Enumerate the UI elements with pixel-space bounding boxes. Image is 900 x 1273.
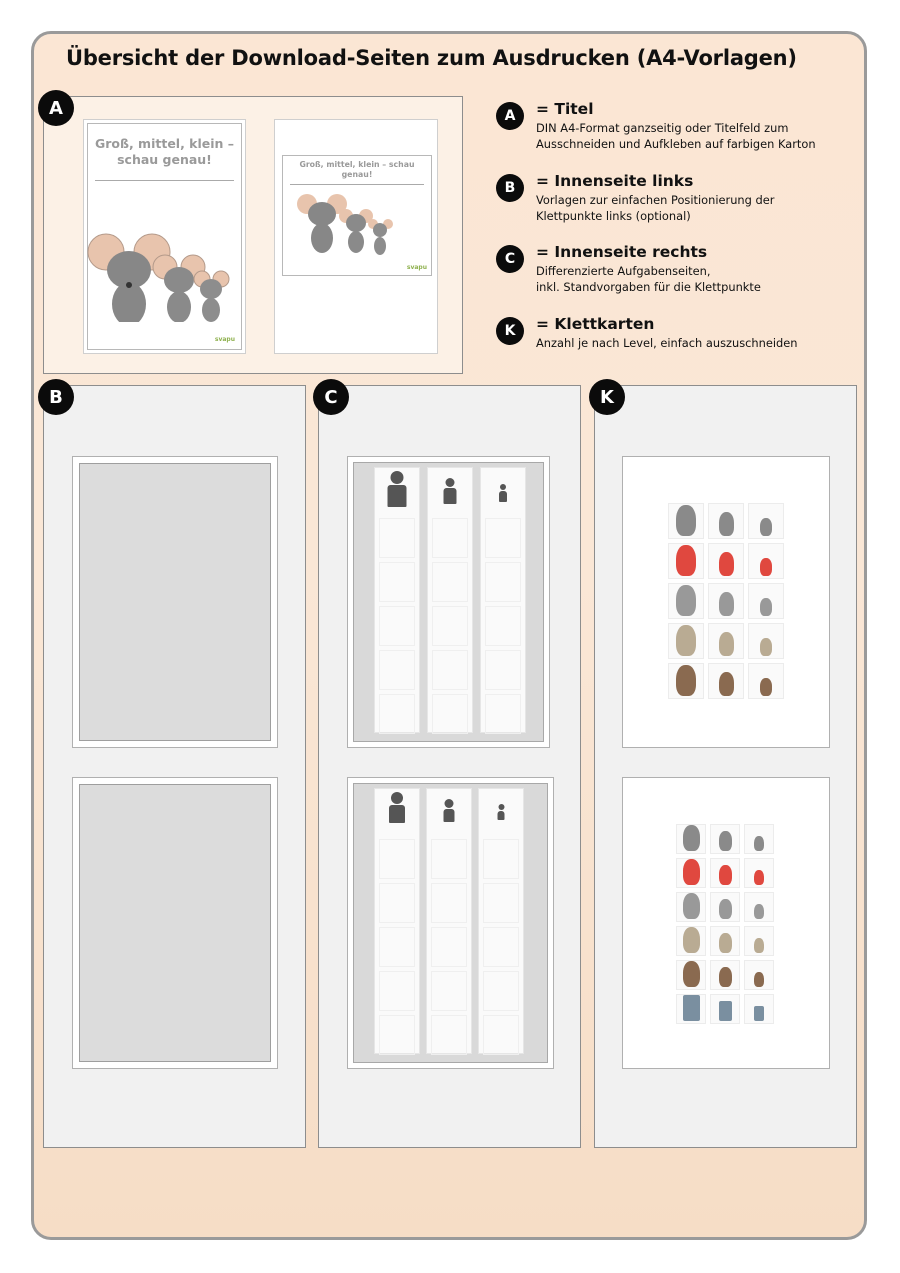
robot-card <box>676 994 706 1024</box>
section-b-panel <box>43 385 306 1148</box>
bear-figure <box>754 972 764 987</box>
three-mice-illustration <box>86 212 244 322</box>
person-large-icon <box>389 792 405 823</box>
placeholder-area <box>79 463 271 741</box>
legend-desc: Differenzierte Aufgabenseiten, inkl. Standvorgaben für die Klettpunkte <box>536 264 761 294</box>
bear-figure <box>760 678 772 696</box>
girl-card <box>676 892 706 922</box>
mouse-card <box>708 503 744 539</box>
legend-heading: = Innenseite links <box>536 172 694 190</box>
mouse-card <box>676 824 706 854</box>
badge-c: C <box>313 379 349 415</box>
section-a-box <box>43 96 463 374</box>
cover-title-full <box>84 136 245 167</box>
title-field-cutout <box>282 155 432 276</box>
velcro-cards-page-1 <box>622 456 830 748</box>
klettpunkte-template-page-1 <box>72 456 278 748</box>
cover-title-line2: schau genau! <box>117 151 212 167</box>
task-strip-large <box>374 788 420 1054</box>
monster-figure <box>760 558 772 576</box>
girl-card <box>744 892 774 922</box>
bear-figure <box>719 967 732 987</box>
mouse-card <box>748 503 784 539</box>
bear-figure <box>683 961 700 987</box>
cat-card <box>668 623 704 659</box>
monster-figure <box>719 865 732 885</box>
bear-card <box>668 663 704 699</box>
title-field-rule <box>290 184 424 185</box>
middle-mouse <box>153 255 205 322</box>
cat-figure <box>719 632 734 656</box>
legend-badge-a: A <box>496 102 524 130</box>
legend-badge-c: C <box>496 245 524 273</box>
task-strip-small <box>480 467 526 733</box>
bear-card <box>710 960 740 990</box>
robot-card <box>744 994 774 1024</box>
klettpunkte-template-page-2 <box>72 777 278 1069</box>
girl-figure <box>754 904 764 919</box>
monster-figure <box>676 545 696 576</box>
girl-figure <box>719 592 734 616</box>
person-small-icon <box>498 804 505 820</box>
mouse-figure <box>719 512 734 536</box>
task-strip-medium <box>427 467 473 733</box>
person-medium-icon <box>444 478 457 504</box>
person-small-icon <box>499 484 507 502</box>
legend-badge-k: K <box>496 317 524 345</box>
mouse-figure <box>719 831 732 851</box>
mouse-card <box>744 824 774 854</box>
cover-title-line1: Groß, mittel, klein – <box>94 136 235 151</box>
girl-card <box>748 583 784 619</box>
brand-logo: svapu <box>214 336 235 343</box>
monster-card <box>668 543 704 579</box>
monster-card <box>708 543 744 579</box>
legend-desc: DIN A4-Format ganzseitig oder Titelfeld zum Ausschneiden und Aufkleben auf farbigen Karton <box>536 121 816 151</box>
cat-card <box>748 623 784 659</box>
mouse-card <box>710 824 740 854</box>
cover-title-rule <box>95 180 234 181</box>
bear-card <box>744 960 774 990</box>
girl-figure <box>676 585 696 616</box>
badge-a: A <box>38 90 74 126</box>
task-page-background <box>353 783 548 1063</box>
robot-card <box>710 994 740 1024</box>
robot-figure <box>719 1001 732 1021</box>
task-strip-large <box>374 467 420 733</box>
bear-figure <box>719 672 734 696</box>
task-page-1 <box>347 456 550 748</box>
bear-card <box>676 960 706 990</box>
title-field-text: Groß, mittel, klein – schau genau! <box>299 160 415 179</box>
person-medium-icon <box>444 799 455 822</box>
girl-card <box>708 583 744 619</box>
mouse-figure <box>760 518 772 536</box>
monster-figure <box>754 870 764 885</box>
cat-figure <box>760 638 772 656</box>
small-mouse <box>194 271 229 322</box>
cat-card <box>744 926 774 956</box>
section-c-panel <box>318 385 581 1148</box>
robot-figure <box>754 1006 764 1021</box>
badge-b: B <box>38 379 74 415</box>
task-page-background <box>353 462 544 742</box>
mouse-figure <box>683 825 700 851</box>
legend-heading: = Titel <box>536 100 594 118</box>
bear-figure <box>676 665 696 696</box>
task-strip-medium <box>426 788 472 1054</box>
three-mice-small-illustration <box>293 190 423 260</box>
placeholder-area <box>79 784 271 1062</box>
brand-logo-small: svapu <box>406 264 427 271</box>
bear-card <box>748 663 784 699</box>
cover-page-full <box>83 119 246 354</box>
task-page-2 <box>347 777 554 1069</box>
cat-figure <box>754 938 764 953</box>
girl-figure <box>683 893 700 919</box>
legend-badge-b: B <box>496 174 524 202</box>
cat-card <box>710 926 740 956</box>
legend-desc: Anzahl je nach Level, einfach auszuschneiden <box>536 336 798 350</box>
cat-figure <box>719 933 732 953</box>
cat-card <box>708 623 744 659</box>
cat-figure <box>676 625 696 656</box>
cover-page-title-field <box>274 119 438 354</box>
mouse-figure <box>754 836 764 851</box>
monster-card <box>710 858 740 888</box>
big-mouse <box>88 234 170 322</box>
girl-figure <box>760 598 772 616</box>
monster-figure <box>683 859 700 885</box>
cat-card <box>676 926 706 956</box>
person-large-icon <box>388 471 407 507</box>
monster-card <box>748 543 784 579</box>
page-title: Übersicht der Download-Seiten zum Ausdrucken (A4-Vorlagen) <box>66 46 797 70</box>
bear-card <box>708 663 744 699</box>
velcro-cards-page-2 <box>622 777 830 1069</box>
monster-card <box>676 858 706 888</box>
mouse-figure <box>676 505 696 536</box>
legend-heading: = Klettkarten <box>536 315 655 333</box>
monster-figure <box>719 552 734 576</box>
girl-card <box>710 892 740 922</box>
cat-figure <box>683 927 700 953</box>
mouse-card <box>668 503 704 539</box>
robot-figure <box>683 995 700 1021</box>
monster-card <box>744 858 774 888</box>
section-k-panel <box>594 385 857 1148</box>
girl-figure <box>719 899 732 919</box>
legend-heading: = Innenseite rechts <box>536 243 708 261</box>
legend-desc: Vorlagen zur einfachen Positionierung der Klettpunkte links (optional) <box>536 193 775 223</box>
girl-card <box>668 583 704 619</box>
badge-k: K <box>589 379 625 415</box>
task-strip-small <box>478 788 524 1054</box>
